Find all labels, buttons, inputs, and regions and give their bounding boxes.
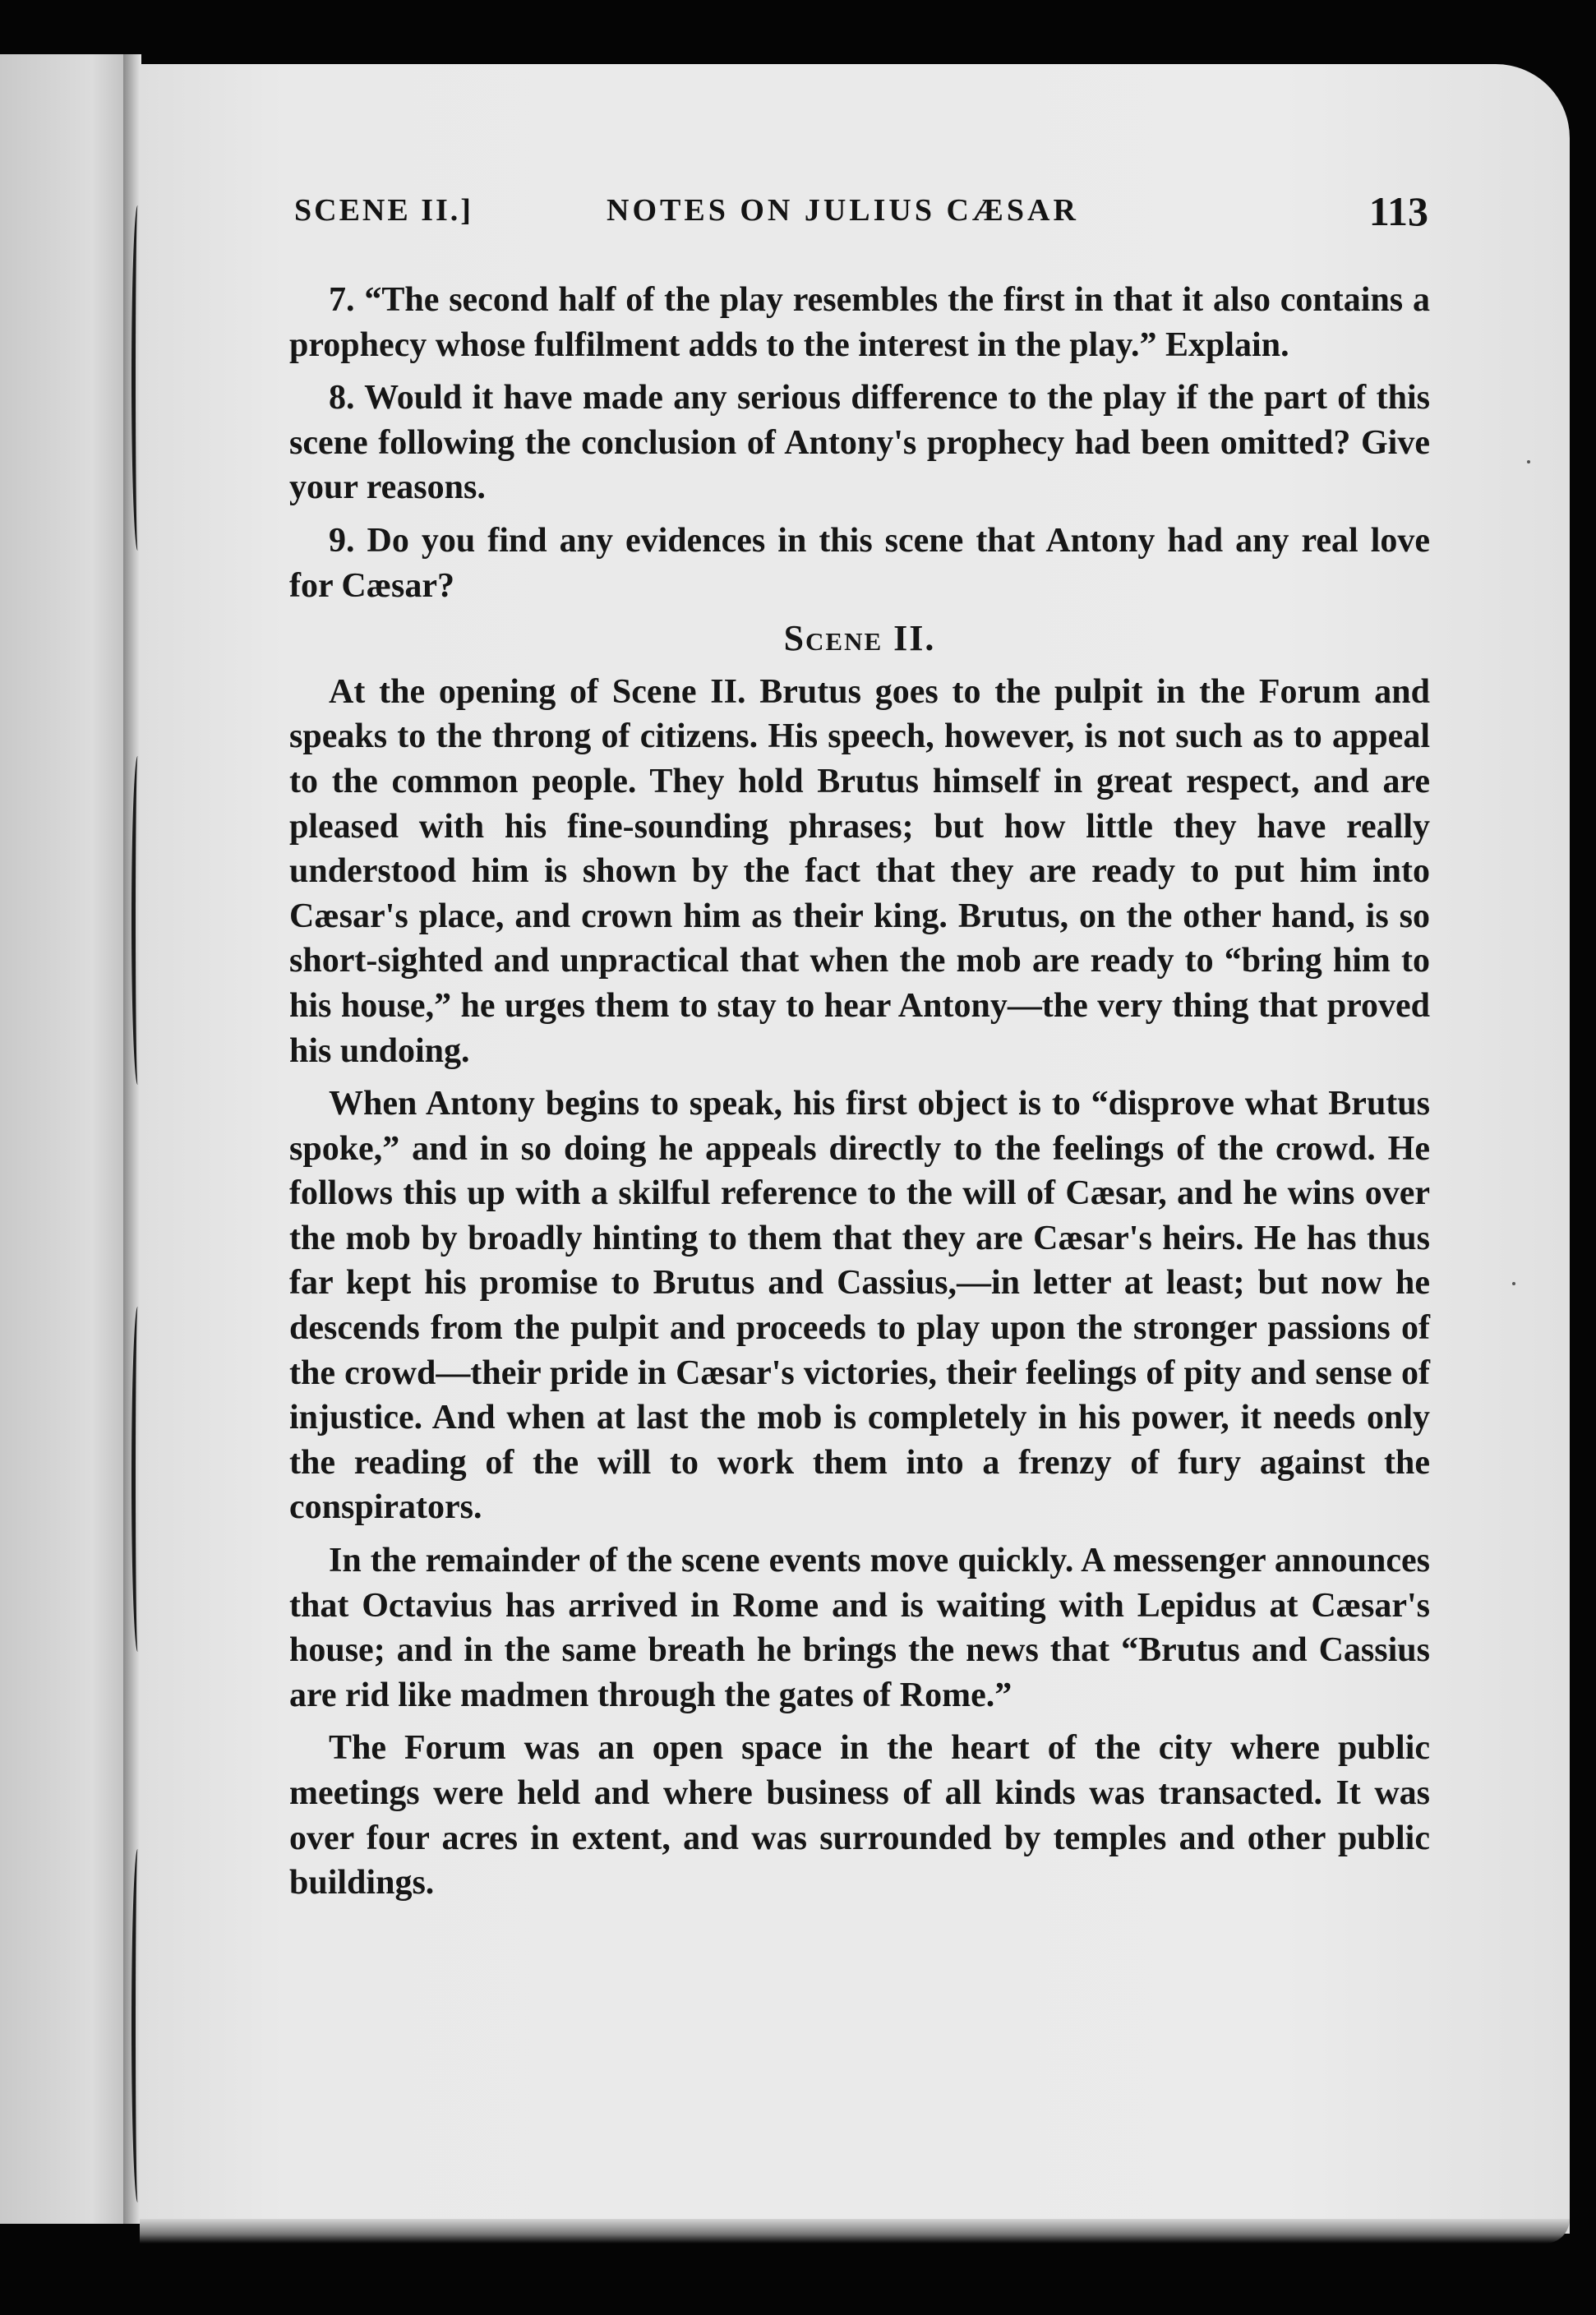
scan-speck [1512, 1282, 1515, 1285]
running-header [294, 187, 1428, 237]
question-item: 8. Would it have made any serious difference to the play if the part of this scene following the conclusion of Antony's prophecy had been omitted? Give your reasons. [289, 379, 1430, 507]
binding-thread-mark [131, 205, 144, 551]
page-body [289, 278, 1430, 1914]
note-term: The Forum [329, 1729, 506, 1768]
body-paragraph: When Antony begins to speak, his first object is to “disprove what Brutus spoke,” and in so doing he appeals directly to the feelings of the crowd. He follows this up with a skilful reference to the will of Cæsar, and he wins over the mob by broadly hinting to them that they are Cæsar's heirs. He has thus far kept his promise to Brutus and Cassius,—in letter at least; but now he descends from the pulpit and proceeds to play upon the stronger passions of the crowd—their pride in Cæsar's victories, their feelings of pity and sense of injustice. And when at last the mob is completely in his power, it needs only the reading of the will to work them into a frenzy of fury against the conspirators. [289, 1085, 1430, 1527]
binding-thread-mark [131, 756, 144, 1085]
binding-thread-mark [131, 1307, 144, 1652]
note-text: was an open space in the heart of the city where public meetings were held and where business of all kinds was transacted. It was over four acres in extent, and was surrounded by temples and other public buildings. [289, 1729, 1431, 1902]
header-section-label: SCENE II.] [294, 193, 473, 228]
scan-speck [1527, 460, 1530, 463]
question-item: 9. Do you find any evidences in this scene that Antony had any real love for Cæsar? [289, 521, 1430, 605]
page-number: 113 [1368, 188, 1428, 234]
forum-note [289, 1726, 1430, 1905]
question-item: 7. “The second half of the play resembles the first in that it also contains a prophecy whose fulfilment adds to the interest in the play.” Explain. [289, 281, 1430, 364]
body-paragraph: In the remainder of the scene events move quickly. A messenger announces that Octavius has arrived in Rome and is waiting with Lepidus at Cæsar's house; and in the same breath he brings the news that “Brutus and Cassius are rid like madmen through the gates of Rome.” [289, 1542, 1430, 1714]
facing-page-edge [0, 54, 131, 2224]
binding-thread-mark [131, 1849, 144, 2202]
body-paragraph: At the opening of Scene II. Brutus goes to the pulpit in the Forum and speaks to the throng of citizens. His speech, however, is not such as to appeal to the common people. They hold Brutus himself in great respect, and are pleased with his fine-sounding phrases; but how little they have really understood him is shown by the fact that they are ready to put him into Cæsar's place, and crown him as their king. Brutus, on the other hand, is so short-sighted and unpractical that when the mob are ready to “bring him to his house,” he urges them to stay to hear Antony—the very thing that proved his undoing. [289, 672, 1430, 1070]
header-title: NOTES ON JULIUS CÆSAR [607, 193, 1079, 228]
scene-heading: Scene II. [783, 618, 936, 659]
page-bottom-edge [140, 2219, 1570, 2244]
